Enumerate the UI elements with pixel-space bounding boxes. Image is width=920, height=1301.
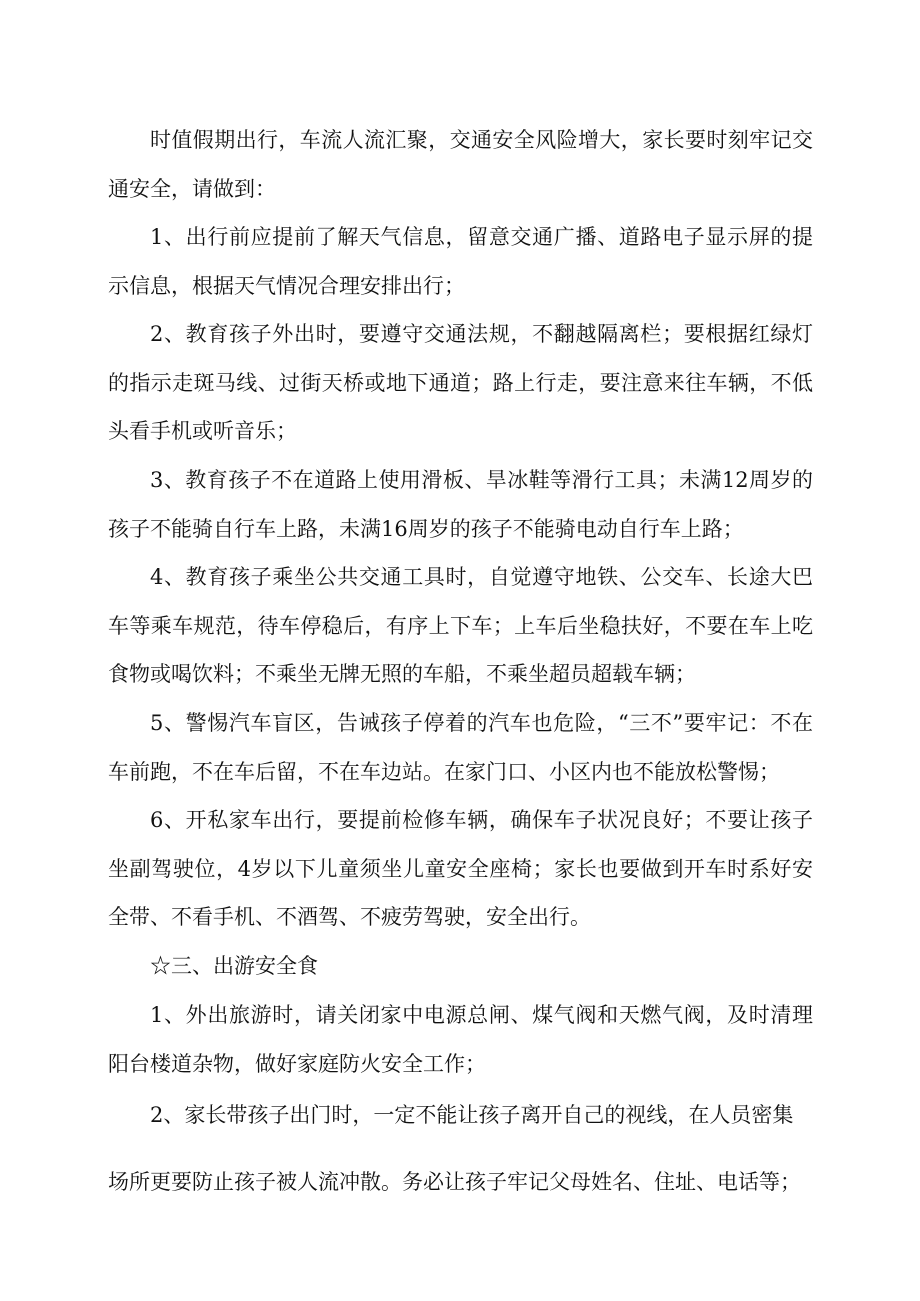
paragraph-item-1: 1、出行前应提前了解天气信息，留意交通广播、道路电子显示屏的提示信息，根据天气情况合理安排出行； — [108, 225, 813, 298]
paragraph-safety-1: 1、外出旅游时，请关闭家中电源总闸、煤气阀和天燃气阀，及时清理阳台楼道杂物，做好家庭防火安全工作； — [108, 1003, 813, 1076]
paragraph-item-6: 6、开私家车出行，要提前检修车辆，确保车子状况良好；不要让孩子坐副驾驶位，4岁以下儿童须坐儿童安全座椅；家长也要做到开车时系好安全带、不看手机、不酒驾、不疲劳驾驶，安全出行。 — [108, 808, 813, 929]
section-heading: ☆三、出游安全食 — [150, 954, 318, 978]
paragraph-item-4: 4、教育孩子乘坐公共交通工具时，自觉遵守地铁、公交车、长途大巴车等乘车规范，待车停稳后，有序上下车；上车后坐稳扶好，不要在车上吃食物或喝饮料；不乘坐无牌无照的车船，不乘坐超员超载车辆； — [108, 565, 813, 686]
paragraph-safety-2-continued: 场所更要防止孩子被人流冲散。务必让孩子牢记父母姓名、住址、电话等； — [108, 1170, 801, 1194]
paragraph-item-2: 2、教育孩子外出时，要遵守交通法规，不翻越隔离栏；要根据红绿灯的指示走斑马线、过街天桥或地下通道；路上行走，要注意来往车辆，不低头看手机或听音乐； — [108, 322, 813, 443]
intro-paragraph: 时值假期出行，车流人流汇聚，交通安全风险增大，家长要时刻牢记交通安全，请做到： — [108, 128, 813, 201]
paragraph-item-5: 5、警惕汽车盲区，告诫孩子停着的汽车也危险，“三不”要牢记：不在车前跑，不在车后留，不在车边站。在家门口、小区内也不能放松警惕； — [108, 711, 813, 784]
paragraph-safety-2: 2、家长带孩子出门时，一定不能让孩子离开自己的视线，在人员密集 — [150, 1103, 794, 1127]
paragraph-item-3: 3、教育孩子不在道路上使用滑板、旱冰鞋等滑行工具；未满12周岁的孩子不能骑自行车上路，未满16周岁的孩子不能骑电动自行车上路； — [108, 468, 813, 541]
